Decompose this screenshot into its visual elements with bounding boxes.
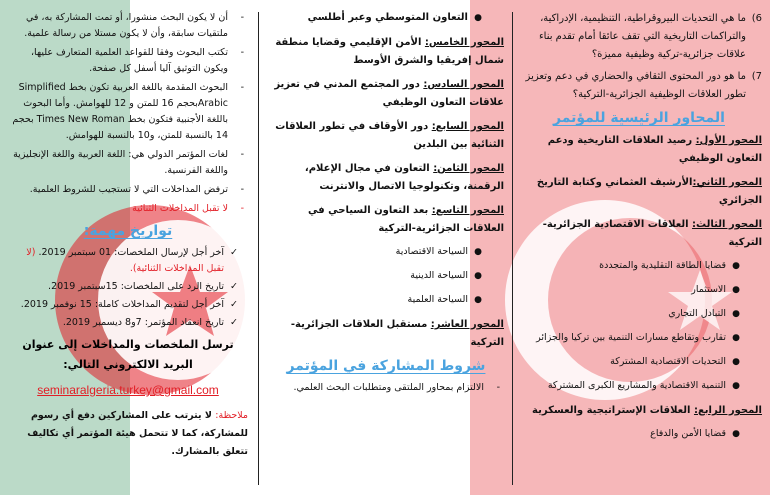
dash-bullet-icon: - <box>240 82 244 93</box>
question-7: 7) ما هو دور المحتوى الثقافي والحضاري في دعم وتعزيز تطور العلاقات الوظيفية الجزائرية-التركية؟ <box>525 71 762 100</box>
dash-bullet-icon: - <box>240 184 244 195</box>
bullet-icon: ● <box>474 13 482 23</box>
email-link[interactable]: seminaralgeria.turkey@gmail.com <box>37 383 219 397</box>
checkmark-icon: ✓ <box>230 317 238 328</box>
axis-1: المحور الأول: رصيد العلاقات التاريخية ودعم التعاون الوظيفي <box>547 135 762 164</box>
axis-5: المحور الخامس: الأمن الإقليمي وقضايا منطقة شمال إفريقيا والشرق الأوسط <box>275 37 504 66</box>
checkmark-icon: ✓ <box>230 281 238 292</box>
bullet-icon: ● <box>732 309 740 319</box>
axis-4: المحور الرابع: العلاقات الإستراتيجية والعسكرية <box>532 405 762 416</box>
axis-8: المحور الثامن: التعاون في مجال الإعلام، الرقمنة، وتكنولوجيا الاتصال والانترنت <box>304 163 504 192</box>
bullet-icon: ● <box>732 357 740 367</box>
question-6: 6) ما هي التحديات البيروقراطية، التنظيمية، الإدراكية، والتراكمات التاريخية التي تقف عائقا أمام تقدم بناء علاقات جزائرية-تركية وظيفية مميزة؟ <box>538 13 762 60</box>
bullet-icon: ● <box>732 333 740 343</box>
list-item: ● تقارب وتقاطع مسارات التنمية بين تركيا والجزائر <box>516 330 740 346</box>
list-item: ● التعاون المتوسطي وعبر أطلسي <box>268 10 482 26</box>
bullet-icon: ● <box>732 261 740 271</box>
date-item: ✓ آخر أجل لإرسال الملخصات: 01 سبتمبر 2019. (لا تقبل المداخلات الثنائية). <box>8 245 238 277</box>
axis-7: المحور السابع: دور الأوقاف في تطور العلاقات الثنائية بين البلدين <box>275 121 504 150</box>
list-item: ● الاستثمار <box>516 282 740 298</box>
dash-bullet-icon: - <box>496 382 500 393</box>
list-item: ● السياحة الدينية <box>268 268 482 284</box>
list-item: ● التبادل التجاري <box>516 306 740 322</box>
axis-9: المحور التاسع: بعد التعاون السياحي في العلاقات الجزائرية-التركية <box>308 205 504 234</box>
bullet-icon: ● <box>474 271 482 281</box>
condition-item: - البحوث المقدمة باللغة العربية تكون بخط Simplified Arabicبحجم 16 للمتن و 12 للهوامش. وأما البحوث باللغة الأجنبية فتكون بخط Times New Roman بحجم 14 بالنسبة للمتن، و10 بالنسبة للهوامش. <box>8 80 244 144</box>
section-title-dates: تواريخ مهمة: <box>83 223 173 239</box>
dash-bullet-icon: - <box>240 203 244 214</box>
checkmark-icon: ✓ <box>230 247 238 258</box>
list-item: ● قضايا الأمن والدفاع <box>516 426 740 442</box>
condition-item: - الالتزام بمحاور الملتقى ومتطلبات البحث العلمي. <box>268 380 500 396</box>
right-column <box>512 0 770 495</box>
dash-bullet-icon: - <box>240 47 244 58</box>
axis-3: المحور الثالث: العلاقات الاقتصادية الجزائرية-التركية <box>542 219 762 248</box>
list-item: ● التنمية الاقتصادية والمشاريع الكبرى المشتركة <box>516 378 740 394</box>
list-item: ● السياحة الاقتصادية <box>268 244 482 260</box>
left-column <box>0 0 258 495</box>
axis-10: المحور العاشر: مستقبل العلاقات الجزائرية-التركية <box>290 319 504 348</box>
section-title-conditions: شروط المشاركة في المؤتمر <box>286 358 486 374</box>
condition-item: - لغات المؤتمر الدولي هي: اللغة العربية واللغة الإنجليزية واللغة الفرنسية. <box>8 147 244 179</box>
bullet-icon: ● <box>474 247 482 257</box>
submission-title: ترسل الملخصات والمداخلات إلى عنوان البريد الالكتروني التالي: <box>22 338 234 371</box>
condition-item-red: - لا تقبل المداخلات الثنائية <box>8 201 244 217</box>
date-item: ✓ تاريخ انعقاد المؤتمر: 7و8 ديسمبر 2019. <box>8 315 238 331</box>
date-item: ✓ تاريخ الرد على الملخصات: 15سبتمبر 2019. <box>8 279 238 295</box>
list-item: ● السياحة العلمية <box>268 292 482 308</box>
dash-bullet-icon: - <box>240 149 244 160</box>
list-item: ● التحديات الاقتصادية المشتركة <box>516 354 740 370</box>
list-item: ● قضايا الطاقة التقليدية والمتجددة <box>516 258 740 274</box>
date-item: ✓ آخر أجل لتقديم المداخلات كاملة: 15 نوفمبر 2019. <box>8 297 238 313</box>
condition-item: - أن لا يكون البحث منشورا، أو تمت المشاركة به، في ملتقيات سابقة، وأن لا يكون مستلا من رسالة علمية. <box>8 10 244 42</box>
bullet-icon: ● <box>474 295 482 305</box>
checkmark-icon: ✓ <box>230 299 238 310</box>
bullet-icon: ● <box>732 381 740 391</box>
axis-2: المحور الثاني:الأرشيف العثماني وكتابة التاريخ الجزائري <box>536 177 762 206</box>
note: ملاحظة: لا يترتب على المشاركين دفع أي رسوم للمشاركة، كما لا تتحمل هيئة المؤتمر أي تكاليف تتعلق بالمشارك. <box>27 410 248 457</box>
condition-item: - ترفض المداخلات التي لا تستجيب للشروط العلمية. <box>8 182 244 198</box>
bullet-icon: ● <box>732 429 740 439</box>
middle-column <box>258 0 512 495</box>
condition-item: - تكتب البحوث وفقا للقواعد العلمية المتعارف عليها، ويكون التوثيق آليا أسفل كل صفحة. <box>8 45 244 77</box>
bullet-icon: ● <box>732 285 740 295</box>
dash-bullet-icon: - <box>240 12 244 23</box>
axis-6: المحور السادس: دور المجتمع المدني في تعزيز علاقات التعاون الوظيفي <box>274 79 504 108</box>
section-title-axes: المحاور الرئيسية للمؤتمر <box>553 110 725 126</box>
